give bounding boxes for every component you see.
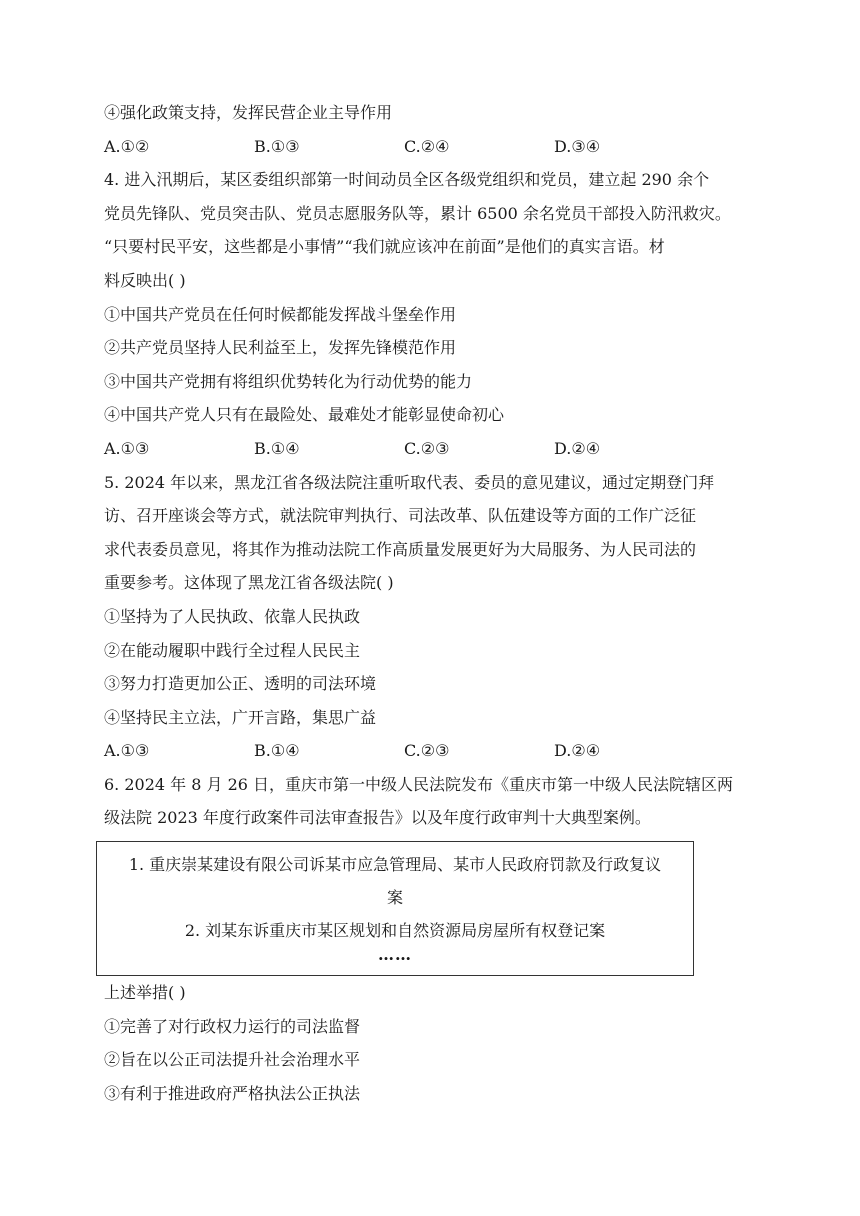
q4-item-3: ③中国共产党拥有将组织优势转化为行动优势的能力 xyxy=(104,371,473,391)
q5-stem-line: 求代表委员意见，将其作为推动法院工作高质量发展更好为大局服务、为人民司法的 xyxy=(104,539,697,559)
q6-case-2: 2. 刘某东诉重庆市某区规划和自然资源局房屋所有权登记案 xyxy=(184,921,606,941)
q3-option-c[interactable]: C.②④ xyxy=(404,136,450,156)
q5-item-2: ②在能动履职中践行全过程人民民主 xyxy=(104,640,361,660)
q6-case-1: 1. 重庆崇某建设有限公司诉某市应急管理局、某市人民政府罚款及行政复议 xyxy=(128,855,662,875)
q5-item-4: ④坚持民主立法，广开言路，集思广益 xyxy=(104,707,377,727)
q6-item-1: ①完善了对行政权力运行的司法监督 xyxy=(104,1016,361,1036)
exam-page xyxy=(104,96,784,1110)
q4-stem-line: “只要村民平安，这些都是小事情”“我们就应该冲在前面”是他们的真实言语。材 xyxy=(104,237,665,257)
q6-item-3: ③有利于推进政府严格执法公正执法 xyxy=(104,1083,361,1103)
q3-option-d[interactable]: D.③④ xyxy=(554,136,601,156)
q4-option-d[interactable]: D.②④ xyxy=(554,438,601,458)
q4-item-2: ②共产党员坚持人民利益至上，发挥先锋模范作用 xyxy=(104,338,457,358)
q5-option-b[interactable]: B.①④ xyxy=(254,741,300,761)
q5-item-1: ①坚持为了人民执政、依靠人民执政 xyxy=(104,606,361,626)
q6-case-1-cont: 案 xyxy=(386,888,403,908)
q5-options xyxy=(104,734,784,768)
q6-case-box xyxy=(96,841,694,976)
q5-option-a[interactable]: A.①③ xyxy=(104,741,150,761)
q5-stem-line: 5. 2024 年以来，黑龙江省各级法院注重听取代表、委员的意见建议，通过定期登门拜 xyxy=(104,472,715,492)
q6-case-ellipsis: …… xyxy=(378,945,412,965)
q4-option-b[interactable]: B.①④ xyxy=(254,438,300,458)
q3-options xyxy=(104,130,784,164)
q4-item-4: ④中国共产党人只有在最险处、最难处才能彰显使命初心 xyxy=(104,405,505,425)
q3-option-b[interactable]: B.①③ xyxy=(254,136,300,156)
q4-option-c[interactable]: C.②③ xyxy=(404,438,450,458)
q5-item-3: ③努力打造更加公正、透明的司法环境 xyxy=(104,674,377,694)
q5-option-d[interactable]: D.②④ xyxy=(554,741,601,761)
q4-option-a[interactable]: A.①③ xyxy=(104,438,150,458)
q6-prompt: 上述举措( ) xyxy=(104,983,186,1003)
q3-item-4: ④强化政策支持，发挥民营企业主导作用 xyxy=(104,103,393,122)
q6-stem-line: 级法院 2023 年度行政案件司法审查报告》以及年度行政审判十大典型案例。 xyxy=(104,808,651,828)
q4-item-1: ①中国共产党员在任何时候都能发挥战斗堡垒作用 xyxy=(104,304,457,324)
q6-stem-line: 6. 2024 年 8 月 26 日，重庆市第一中级人民法院发布《重庆市第一中级人民法院辖区两 xyxy=(104,774,734,794)
q4-stem-line: 料反映出( ) xyxy=(104,270,186,290)
q5-stem-line: 访、召开座谈会等方式，就法院审判执行、司法改革、队伍建设等方面的工作广泛征 xyxy=(104,506,697,526)
q4-options xyxy=(104,432,784,466)
q5-option-c[interactable]: C.②③ xyxy=(404,741,450,761)
q4-stem-line: 党员先锋队、党员突击队、党员志愿服务队等，累计 6500 余名党员干部投入防汛救灾。 xyxy=(104,203,731,223)
q5-stem-line: 重要参考。这体现了黑龙江省各级法院( ) xyxy=(104,573,394,593)
q6-item-2: ②旨在以公正司法提升社会治理水平 xyxy=(104,1050,361,1070)
q3-option-a[interactable]: A.①② xyxy=(104,136,150,156)
q4-stem-line: 4. 进入汛期后，某区委组织部第一时间动员全区各级党组织和党员，建立起 290 余个 xyxy=(104,170,710,190)
